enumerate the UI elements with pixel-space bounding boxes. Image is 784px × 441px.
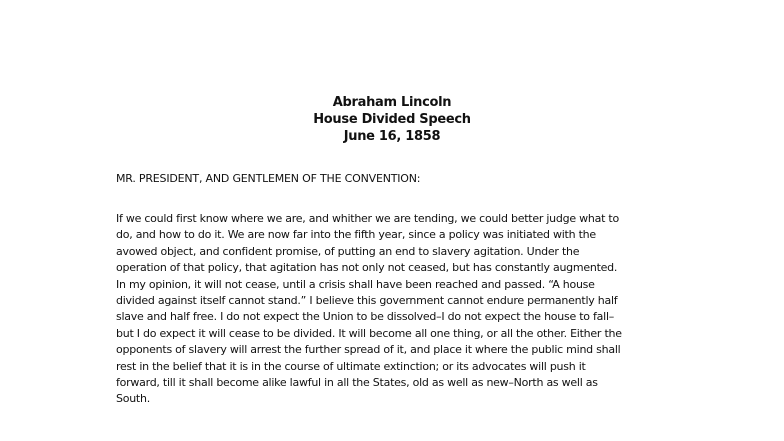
paragraph-line: opponents of slavery will arrest the further spread of it, and place it where the public mind shall xyxy=(116,343,621,357)
paragraph-line: avowed object, and confident promise, of putting an end to slavery agitation. Under the xyxy=(116,244,580,258)
paragraph-line: If we could first know where we are, and whither we are tending, we could better judge what to xyxy=(116,212,619,225)
paragraph-line: South. xyxy=(116,392,150,406)
paragraph-line: divided against itself cannot stand.” I believe this government cannot endure permanently half xyxy=(116,294,618,308)
paragraph-line: forward, till it shall become alike lawful in all the States, old as well as new–North as well as xyxy=(116,376,598,390)
title-date: June 16, 1858 xyxy=(343,129,441,144)
paragraph-line: do, and how to do it. We are now far into the fifth year, since a policy was initiated with the xyxy=(116,228,596,242)
paragraph-line: but I do expect it will cease to be divided. It will become all one thing, or all the other. Either the xyxy=(116,326,622,340)
document-title xyxy=(0,94,784,145)
paragraph-line: In my opinion, it will not cease, until a crisis shall have been reached and passed. “A house xyxy=(116,277,595,291)
paragraph-line: rest in the belief that it is in the course of ultimate extinction; or its advocates will push it xyxy=(116,359,586,373)
salutation: MR. PRESIDENT, AND GENTLEMEN OF THE CONVENTION: xyxy=(116,172,421,185)
title-speech: House Divided Speech xyxy=(313,112,471,127)
paragraph-line: operation of that policy, that agitation has not only not ceased, but has constantly augmented. xyxy=(116,261,618,275)
title-author: Abraham Lincoln xyxy=(332,95,452,110)
paragraph-line: slave and half free. I do not expect the Union to be dissolved–I do not expect the house to fall– xyxy=(116,310,615,324)
speech-paragraph xyxy=(116,211,676,408)
